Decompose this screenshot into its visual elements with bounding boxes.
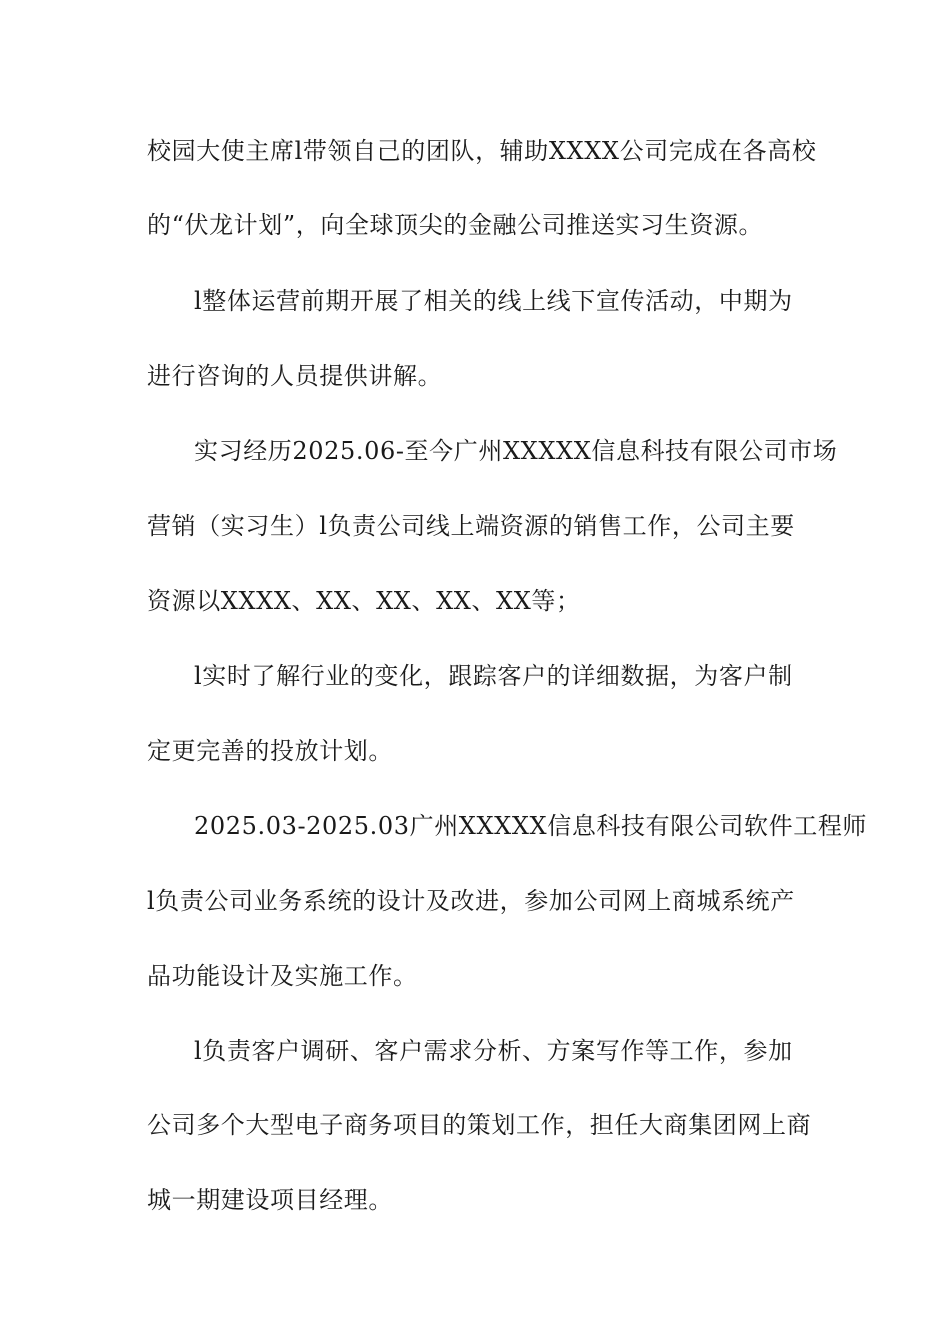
text-line-1: 校园大使主席l带领自己的团队，辅助XXXX公司完成在各高校 bbox=[147, 137, 817, 165]
text-line-6: 营销（实习生）l负责公司线上端资源的销售工作，公司主要 bbox=[147, 512, 795, 540]
text-line-2: 的“伏龙计划”，向全球顶尖的金融公司推送实习生资源。 bbox=[147, 211, 764, 239]
text-line-7: 资源以XXXX、XX、XX、XX、XX等； bbox=[147, 587, 581, 615]
text-line-13: l负责客户调研、客户需求分析、方案写作等工作，参加 bbox=[194, 1037, 793, 1065]
text-line-10: 2025.03-2025.03广州XXXXX信息科技有限公司软件工程师 bbox=[194, 812, 868, 840]
text-line-8: l实时了解行业的变化，跟踪客户的详细数据，为客户制 bbox=[194, 662, 793, 690]
text-line-15: 城一期建设项目经理。 bbox=[147, 1186, 393, 1214]
text-line-9: 定更完善的投放计划。 bbox=[147, 737, 393, 765]
text-line-5: 实习经历2025.06-至今广州XXXXX信息科技有限公司市场 bbox=[194, 437, 838, 465]
text-line-14: 公司多个大型电子商务项目的策划工作，担任大商集团网上商 bbox=[147, 1111, 812, 1139]
text-line-11: l负责公司业务系统的设计及改进，参加公司网上商城系统产 bbox=[147, 887, 795, 915]
text-line-3: l整体运营前期开展了相关的线上线下宣传活动，中期为 bbox=[194, 287, 793, 315]
text-line-4: 进行咨询的人员提供讲解。 bbox=[147, 362, 443, 390]
text-line-12: 品功能设计及实施工作。 bbox=[147, 962, 418, 990]
